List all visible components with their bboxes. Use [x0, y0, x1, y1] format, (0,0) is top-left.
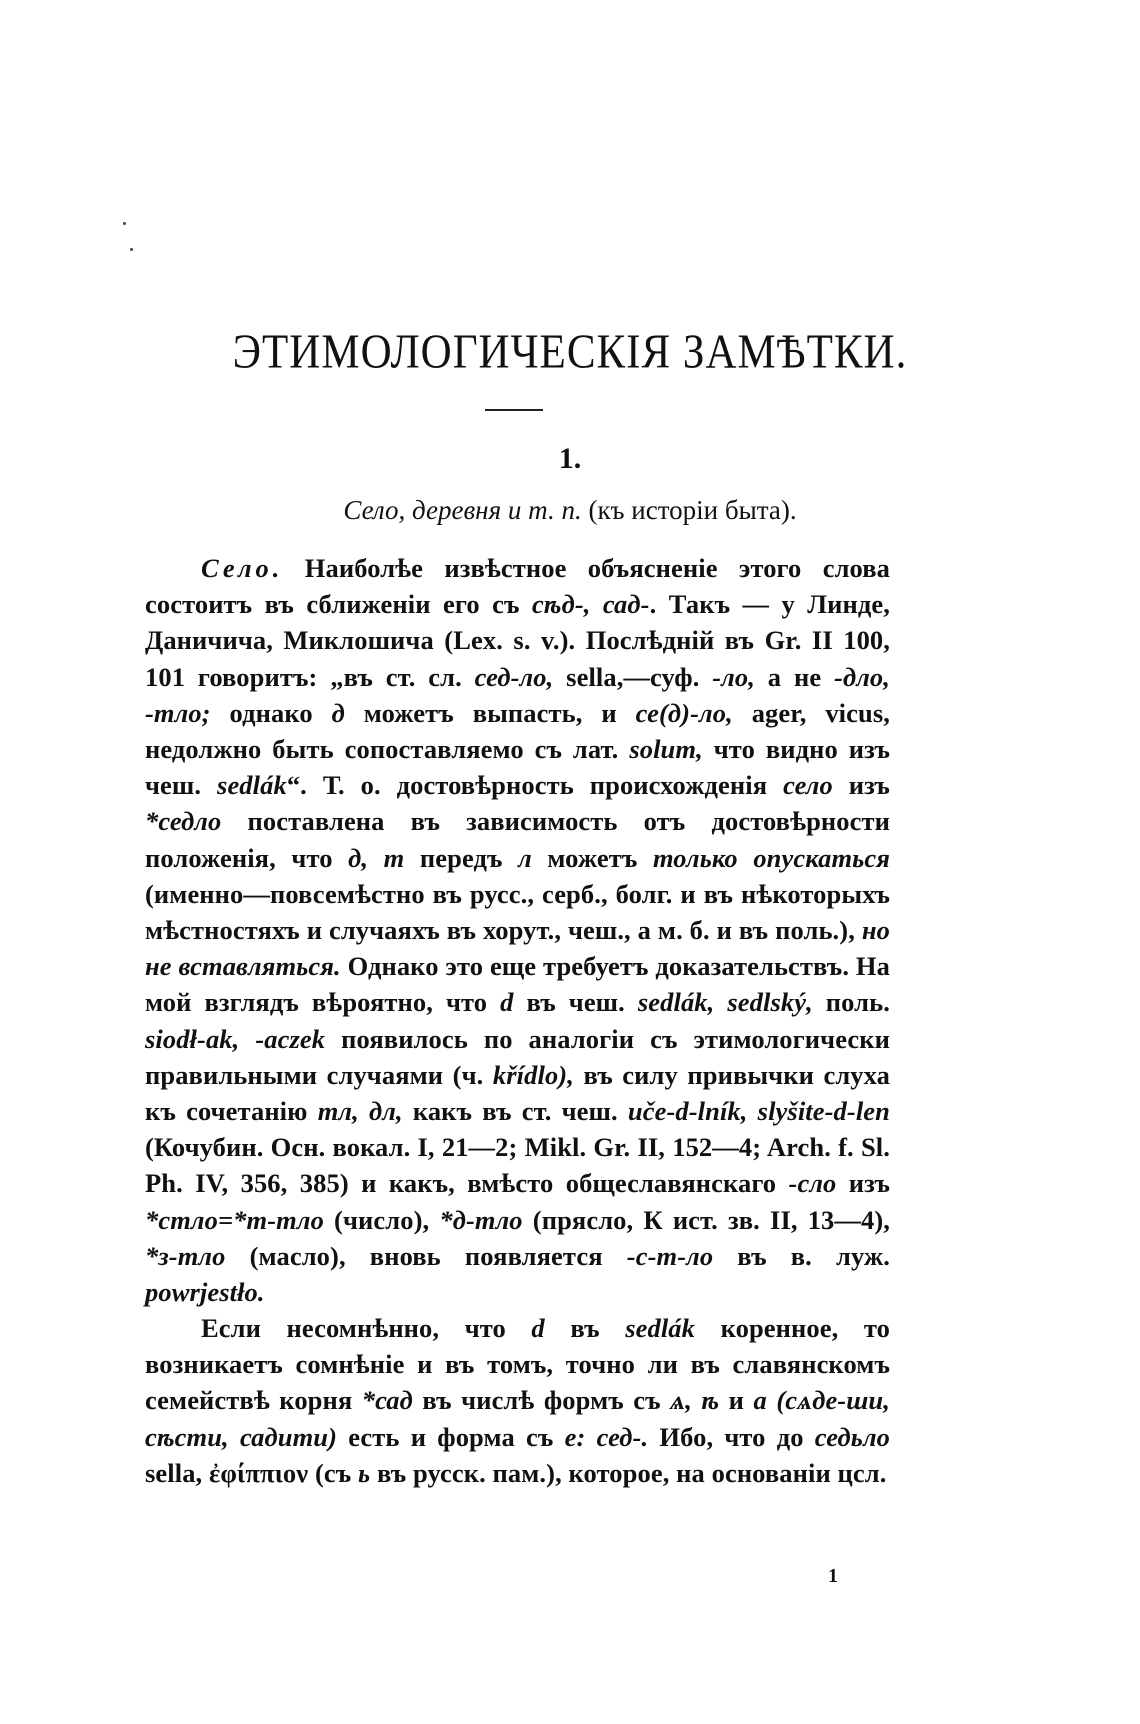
text-run: (число),	[323, 1204, 440, 1235]
text-run: а не	[754, 661, 835, 692]
italic-run: -сло	[788, 1168, 837, 1199]
text-run: передъ	[404, 842, 519, 873]
text-run: Если несомнѣнно, что	[201, 1313, 532, 1343]
italic-run: d	[500, 987, 514, 1018]
italic-run: сѣд-, сад-	[531, 589, 650, 620]
text-run: въ чеш.	[513, 987, 638, 1018]
page-title: ЭТИМОЛОГИЧЕСКІЯ ЗАМѢТКИ.	[232, 326, 908, 379]
italic-run: се(д)-ло,	[635, 697, 733, 728]
text-run: есть и форма съ	[337, 1421, 565, 1452]
text-run: (масло), вновь появляется	[225, 1240, 627, 1271]
text-run: sella,—суф.	[553, 661, 713, 692]
italic-run: sedlák, sedlský,	[637, 987, 813, 1018]
italic-run: ѧ, ѣ	[670, 1385, 720, 1416]
text-run: появилось по аналогіи съ этимологически правильными случаями (ч.	[145, 1023, 890, 1090]
italic-run: е: сед-.	[564, 1421, 649, 1452]
italic-run: d	[531, 1313, 545, 1343]
text-run: sella, ἐφίππιον (съ	[145, 1457, 359, 1488]
text-run: (Кочубин. Осн. вокал. I, 21—2; Mikl. Gr. II, 152—4; Arch. f. Sl. Ph. IV, 356, 385) и какъ, вмѣсто общеславянскаго	[145, 1132, 890, 1199]
section-number: 1.	[558, 442, 582, 475]
text-run: въ силу привычки слуха къ сочетанію	[145, 1059, 890, 1127]
italic-run: -с-т-ло	[626, 1240, 714, 1271]
italic-run: д, т	[348, 842, 405, 873]
text-run: что видно изъ чеш.	[145, 734, 890, 801]
italic-run: *сад	[361, 1385, 413, 1416]
subtitle-plain: (къ исторіи быта).	[581, 495, 797, 525]
text-run: и	[719, 1385, 754, 1416]
paragraph-2	[145, 1310, 890, 1491]
text-run: въ	[544, 1313, 626, 1343]
page-number: 1	[828, 1565, 838, 1587]
italic-run: ь	[358, 1457, 371, 1488]
text-run: изъ	[832, 770, 890, 801]
text-run: можетъ выпасть, и	[344, 697, 636, 728]
text-run: какъ въ ст. чеш.	[402, 1096, 628, 1127]
italic-run: *стло=*т-тло	[145, 1204, 324, 1235]
italic-run: тл, дл,	[317, 1096, 403, 1127]
italic-run: сед-ло,	[474, 661, 554, 692]
italic-run: только опускаться	[652, 842, 890, 873]
italic-run: sedlák	[625, 1313, 696, 1343]
text-run: (именно—повсемѣстно въ русс., серб., болг. и въ нѣкоторыхъ мѣстностяхъ и случаяхъ въ хорут., чеш., а м. б. и въ поль.),	[145, 878, 890, 946]
text-run: Наиболѣе извѣстное объясненіе этого слова состоитъ въ сближеніи его съ	[145, 553, 890, 620]
italic-run: solum,	[629, 734, 703, 765]
subtitle-italic: Село, деревня и т. п.	[343, 495, 582, 525]
italic-run: -ло,	[712, 661, 755, 692]
italic-run: *з-тло	[145, 1240, 226, 1271]
text-run: (прясло, К ист. зв. II, 13—4),	[522, 1204, 890, 1235]
italic-run: но не вставляться.	[145, 915, 890, 982]
text-run: поставлена въ зависимость отъ достовѣрности положенія, что	[145, 806, 890, 873]
text-run: Однако это еще требуетъ доказательствъ. На мой взглядъ вѣроятно, что	[145, 951, 890, 1018]
text-run: ager, vicus, недолжно быть сопоставляемо съ лат.	[145, 697, 890, 765]
title-divider	[485, 409, 543, 411]
print-speck	[123, 222, 126, 225]
print-speck	[130, 248, 133, 251]
text-run: Ибо, что до	[648, 1421, 815, 1452]
italic-run: д	[331, 697, 345, 728]
text-run: однако	[210, 697, 332, 728]
text-run: въ русск. пам.), которое, на основаніи цсл.	[370, 1457, 887, 1488]
text-run: поль.	[812, 987, 890, 1018]
italic-run: -дло, -тло;	[145, 661, 890, 728]
italic-run: *седло	[145, 806, 222, 837]
text-run: въ числѣ формъ съ	[412, 1385, 671, 1416]
paragraph-1	[145, 550, 890, 1310]
italic-run: л	[518, 842, 532, 873]
section-subtitle	[0, 495, 1140, 526]
italic-run: uče-d-lník, slyšite-d-len	[627, 1096, 890, 1127]
text-run: коренное, то возникаетъ сомнѣніе и въ томъ, точно ли въ славянскомъ семействѣ корня	[145, 1313, 891, 1416]
italic-run: село	[783, 770, 833, 801]
lead-word: Село.	[201, 553, 284, 583]
text-run: “. Т. о. достовѣрность происхожденія	[286, 770, 784, 801]
text-run: . Такъ — у Линде, Даничича, Миклошича (Lex. s. v.). Послѣдній въ Gr. II 100, 101 говоритъ: „въ ст. сл.	[145, 589, 890, 692]
italic-run: а (сѧде-ши, сѣсти, садити)	[145, 1385, 890, 1452]
text-run: изъ	[836, 1168, 890, 1199]
italic-run: *д-тло	[439, 1204, 523, 1235]
text-run: можетъ	[531, 842, 653, 873]
text-run: въ в. луж.	[713, 1240, 891, 1271]
italic-run: křídlo),	[492, 1059, 574, 1090]
italic-run: седьло	[814, 1421, 890, 1452]
italic-run: sedlák	[217, 770, 287, 801]
italic-run: siodł-ak, -aczek	[145, 1023, 326, 1054]
italic-run: powrjestło.	[145, 1277, 265, 1308]
